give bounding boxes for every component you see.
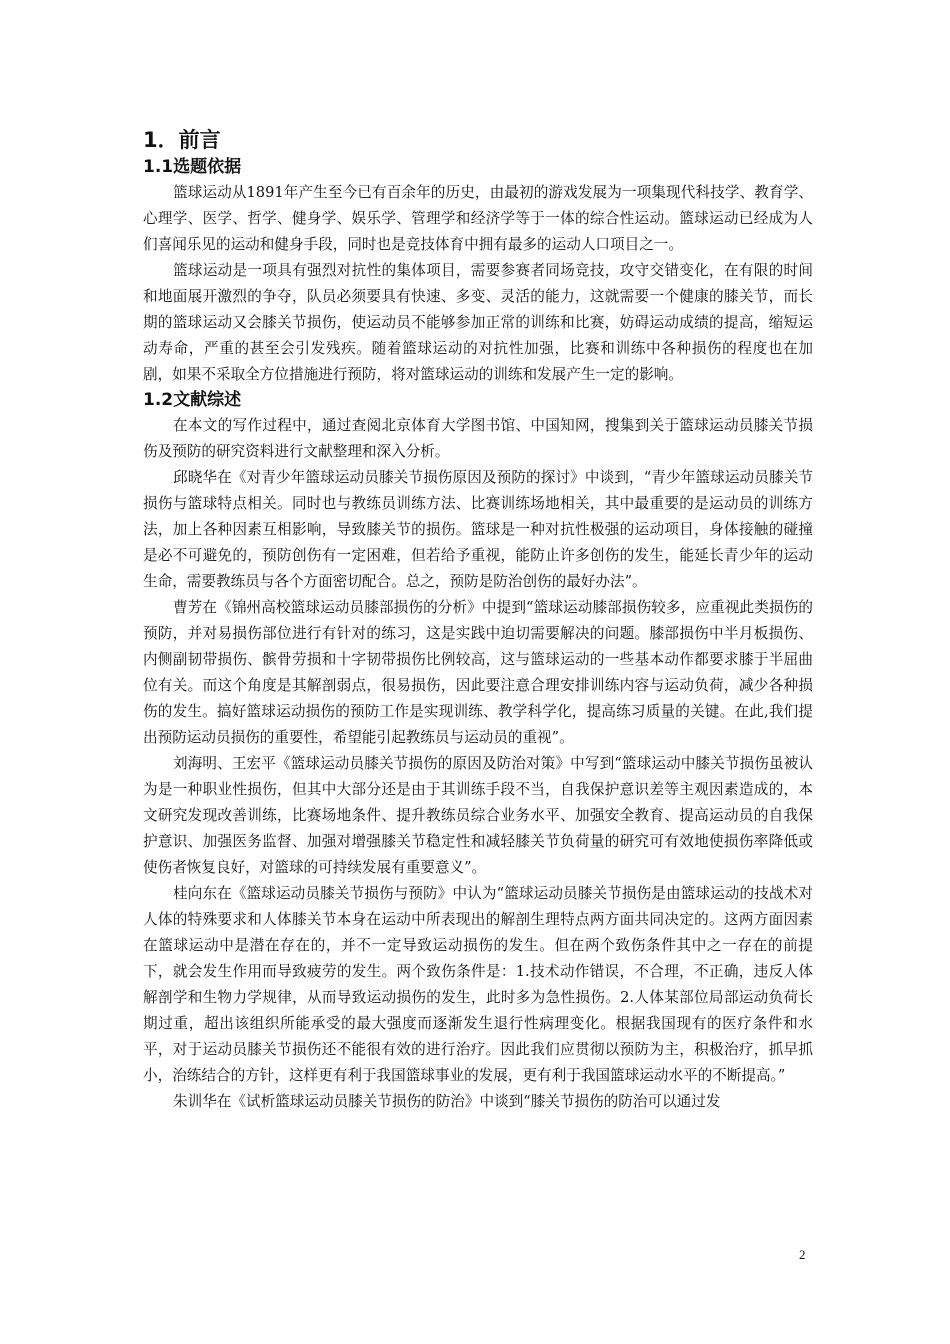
paragraph: 刘海明、王宏平《篮球运动员膝关节损伤的原因及防治对策》中写到“篮球运动中膝关节损伤虽被认为是一种职业性损伤，但其中大部分还是由于其训练手段不当，自我保护意识差等主观因素造成的，本文研究发现改善训练，比赛场地条件、提升教练员综合业务水平、加强安全教育、提高运动员的自我保护意识、加强医务监督、加强对增强膝关节稳定性和减轻膝关节负荷量的研究可有效地使损伤率降低或使伤者恢复良好，对篮球的可持续发展有重要意义”。 bbox=[143, 755, 813, 876]
section-heading-1-1: 1.1选题依据 bbox=[143, 157, 242, 177]
paragraph: 篮球运动是一项具有强烈对抗性的集体项目，需要参赛者同场竞技，攻守交错变化，在有限的时间和地面展开激烈的争夺，队员必须要具有快速、多变、灵活的能力，这就需要一个健康的膝关节，而长期的篮球运动又会膝关节损伤，使运动员不能够参加正常的训练和比赛，妨碍运动成绩的提高，缩短运动寿命，严重的甚至会引发残疾。随着篮球运动的对抗性加强，比赛和训练中各种损伤的程度也在加剧，如果不采取全方位措施进行预防，将对篮球运动的训练和发展产生一定的影响。 bbox=[143, 262, 813, 383]
paragraph: 在本文的写作过程中，通过查阅北京体育大学图书馆、中国知网，搜集到关于篮球运动员膝关节损伤及预防的研究资料进行文献整理和深入分析。 bbox=[143, 417, 813, 460]
paragraph: 篮球运动从1891年产生至今已有百余年的历史，由最初的游戏发展为一项集现代科技学、教育学、心理学、医学、哲学、健身学、娱乐学、管理学和经济学等于一体的综合性运动。篮球运动已经成为人们喜闻乐见的运动和健身手段，同时也是竞技体育中拥有最多的运动人口项目之一。 bbox=[143, 184, 813, 253]
section-heading-1-2: 1.2文献综述 bbox=[143, 390, 242, 410]
chapter-heading: 1．前言 bbox=[143, 128, 221, 152]
paragraph: 曹芳在《锦州高校篮球运动员膝部损伤的分析》中提到“篮球运动膝部损伤较多，应重视此类损伤的预防，并对易损伤部位进行有针对的练习，这是实践中迫切需要解决的问题。膝部损伤中半月板损伤、内侧副韧带损伤、髌骨劳损和十字韧带损伤比例较高，这与篮球运动的一些基本动作都要求膝于半屈曲位有关。而这个角度是其解剖弱点，很易损伤，因此要注意合理安排训练内容与运动负荷，减少各种损伤的发生。搞好篮球运动损伤的预防工作是实现训练、教学科学化，提高练习质量的关键。在此,我们提出预防运动员损伤的重要性，希望能引起教练员与运动员的重视”。 bbox=[143, 599, 813, 746]
paragraph: 桂向东在《篮球运动员膝关节损伤与预防》中认为“篮球运动员膝关节损伤是由篮球运动的技战术对人体的特殊要求和人体膝关节本身在运动中所表现出的解剖生理特点两方面共同决定的。这两方面因素在篮球运动中是潜在存在的，并不一定导致运动损伤的发生。但在两个致伤条件其中之一存在的前提下，就会发生作用而导致疲劳的发生。两个致伤条件是：1.技术动作错误，不合理，不正确，违反人体解剖学和生物力学规律，从而导致运动损伤的发生，此时多为急性损伤。2.人体某部位局部运动负荷长期过重，超出该组织所能承受的最大强度而逐渐发生退行性病理变化。根据我国现有的医疗条件和水平，对于运动员膝关节损伤还不能很有效的进行治疗。因此我们应贯彻以预防为主，积极治疗，抓早抓小，治练结合的方针，这样更有利于我国篮球事业的发展，更有利于我国篮球运动水平的不断提高。” bbox=[143, 885, 813, 1084]
paragraph: 朱训华在《试析篮球运动员膝关节损伤的防治》中谈到“膝关节损伤的防治可以通过发 bbox=[173, 1093, 721, 1110]
page-number: 2 bbox=[799, 1247, 806, 1262]
paragraph: 邱晓华在《对青少年篮球运动员膝关节损伤原因及预防的探讨》中谈到，“青少年篮球运动员膝关节损伤与篮球特点相关。同时也与教练员训练方法、比赛训练场地相关，其中最重要的是运动员的训练方法，加上各种因素互相影响，导致膝关节的损伤。篮球是一种对抗性极强的运动项目，身体接触的碰撞是必不可避免的，预防创伤有一定困难，但若给予重视，能防止许多创伤的发生，能延长青少年的运动生命，需要教练员与各个方面密切配合。总之，预防是防治创伤的最好办法”。 bbox=[143, 469, 813, 590]
page-content bbox=[143, 125, 813, 1115]
